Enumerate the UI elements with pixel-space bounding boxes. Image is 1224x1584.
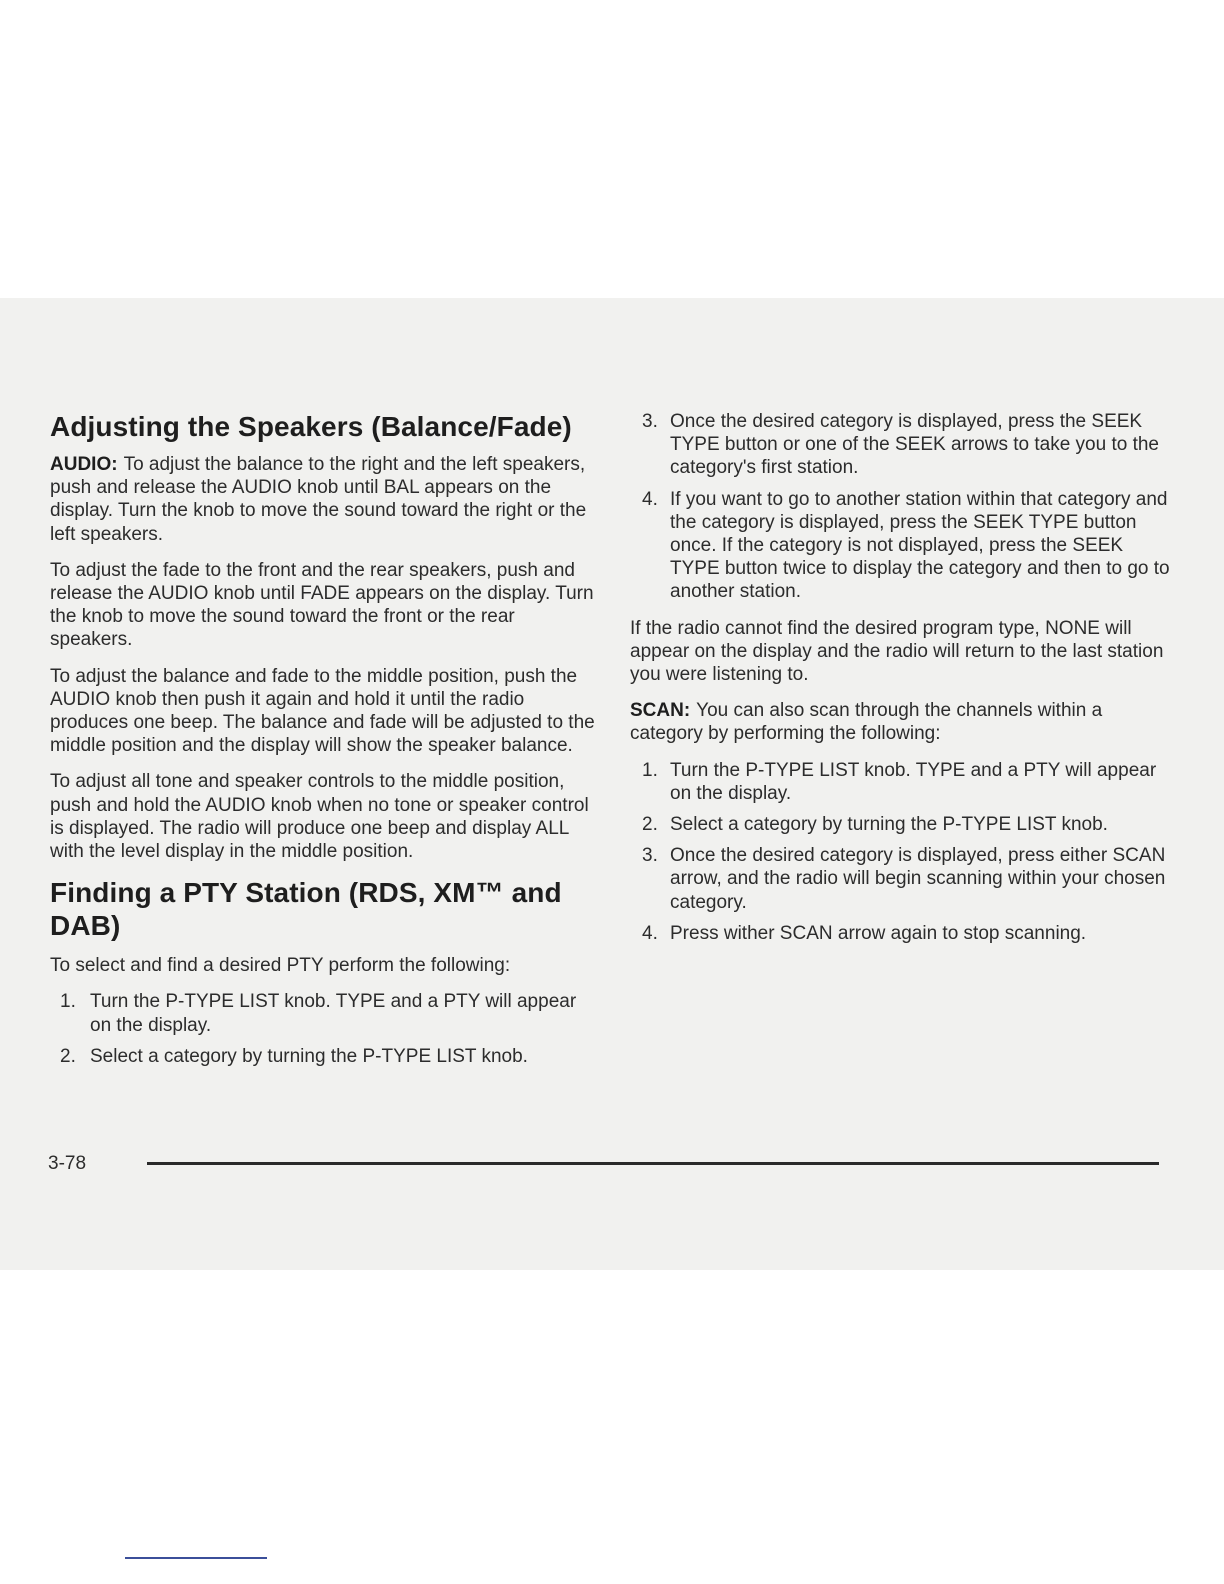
- bottom-link-mark: [125, 1557, 267, 1559]
- paragraph-scan: [630, 699, 1175, 745]
- step-number: 2.: [60, 1045, 76, 1067]
- list-item: [630, 922, 1175, 945]
- heading-adjusting-speakers: Adjusting the Speakers (Balance/Fade): [50, 411, 572, 442]
- list-item: [630, 813, 1175, 836]
- page-number: 3-78: [48, 1153, 87, 1174]
- step-number: 1.: [642, 759, 658, 781]
- list-item: [630, 844, 1175, 914]
- paragraph-pty-intro: To select and find a desired PTY perform the following:: [50, 955, 511, 977]
- paragraph-none: If the radio cannot find the desired program type, NONE will appear on the display and the radio will return to the last station you were listening to.: [630, 617, 1164, 686]
- step-number: 1.: [60, 991, 76, 1013]
- list-item: [630, 759, 1175, 805]
- step-text: Once the desired category is displayed, press either SCAN arrow, and the radio will begin scanning within your chosen category.: [670, 845, 1166, 913]
- step-text: Select a category by turning the P-TYPE LIST knob.: [670, 814, 1108, 836]
- audio-label: AUDIO:: [50, 454, 118, 475]
- paragraph-fade: To adjust the fade to the front and the rear speakers, push and release the AUDIO knob until FADE appears on the display. Turn the knob to move the sound toward the front or the rear speakers.: [50, 559, 594, 651]
- step-text: Press wither SCAN arrow again to stop scanning.: [670, 922, 1087, 944]
- paragraph-middle-position: To adjust the balance and fade to the middle position, push the AUDIO knob then push it again and hold it until the radio produces one beep. The balance and fade will be adjusted to the middle position and the display will show the speaker balance.: [50, 665, 595, 757]
- step-number: 3.: [642, 845, 658, 867]
- step-text: Turn the P-TYPE LIST knob. TYPE and a PTY will appear on the display.: [90, 991, 577, 1036]
- step-number: 2.: [642, 814, 658, 836]
- pty-steps-list-continued: [630, 410, 1175, 604]
- footer-rule: [147, 1162, 1159, 1165]
- step-text: Turn the P-TYPE LIST knob. TYPE and a PTY will appear on the display.: [670, 759, 1157, 804]
- list-item: [630, 410, 1175, 480]
- heading-finding-pty-station: Finding a PTY Station (RDS, XM™ and DAB): [50, 877, 562, 942]
- list-item: [50, 1045, 595, 1068]
- scan-steps-list: [630, 759, 1175, 945]
- audio-balance-text: To adjust the balance to the right and the left speakers, push and release the AUDIO knob until BAL appears on the display. Turn the knob to move the sound toward the right or the left speakers.: [50, 454, 587, 545]
- left-column: [50, 410, 595, 1081]
- step-text: Select a category by turning the P-TYPE LIST knob.: [90, 1045, 528, 1067]
- step-text: If you want to go to another station within that category and the category is displayed, press the SEEK TYPE button once. If the category is not displayed, press the SEEK TYPE button twice to display the category and then to go to another station.: [670, 488, 1170, 603]
- list-item: [630, 488, 1175, 604]
- step-number: 4.: [642, 488, 658, 510]
- scan-text: You can also scan through the channels within a category by performing the following:: [630, 700, 1103, 745]
- paragraph-audio-balance: [50, 453, 595, 546]
- step-number: 4.: [642, 922, 658, 944]
- scan-label: SCAN:: [630, 700, 691, 722]
- pty-steps-list: [50, 990, 595, 1068]
- paragraph-all-controls: To adjust all tone and speaker controls to the middle position, push and hold the AUDIO knob when no tone or speaker control is displayed. The radio will produce one beep and display ALL with the level display in the middle position.: [50, 771, 589, 863]
- list-item: [50, 990, 595, 1036]
- right-column: [630, 410, 1175, 958]
- step-number: 3.: [642, 411, 658, 432]
- step-text: Once the desired category is displayed, press the SEEK TYPE button or one of the SEEK arrows to take you to the category's first station.: [670, 411, 1159, 479]
